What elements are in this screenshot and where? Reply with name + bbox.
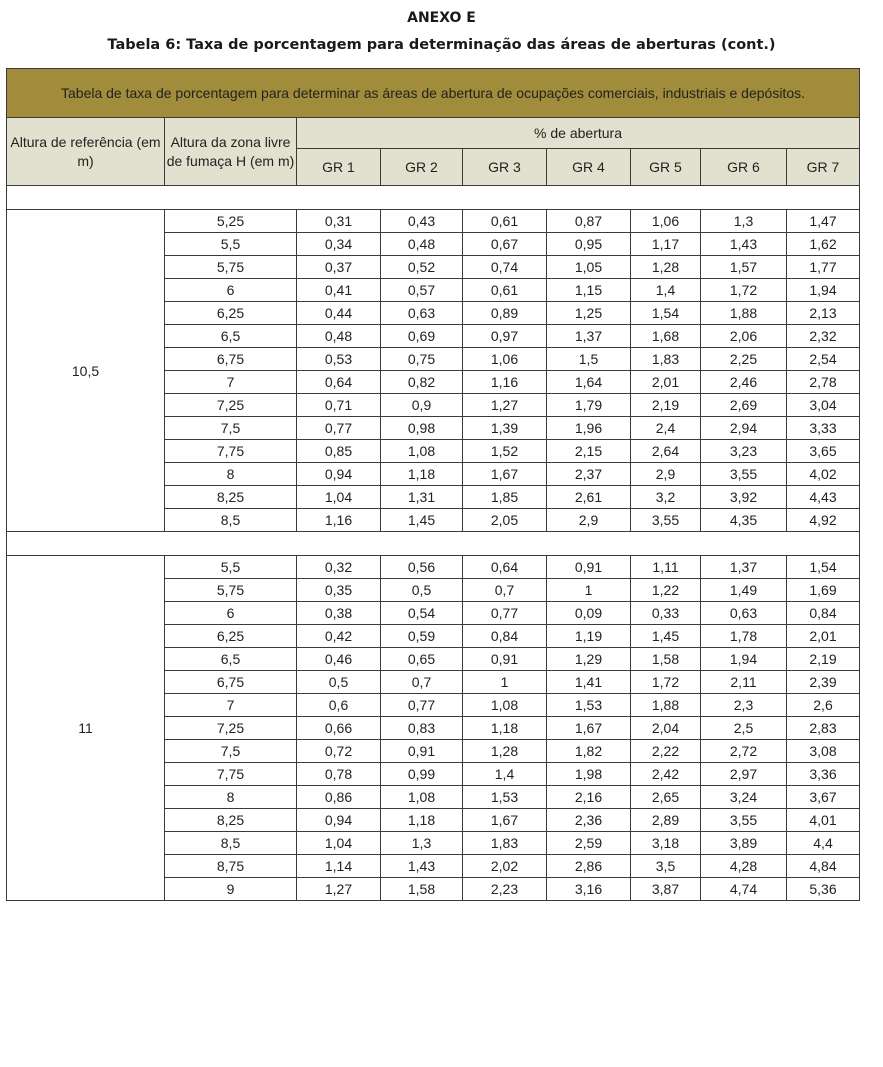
rate-cell-gr1: 0,6 [297,694,381,717]
rate-cell-gr4: 1,15 [547,279,631,302]
rate-cell-gr5: 2,22 [631,740,701,763]
rate-cell-gr2: 0,75 [381,348,463,371]
rate-cell-gr7: 4,84 [787,855,860,878]
rate-cell-gr2: 0,83 [381,717,463,740]
rate-cell-gr1: 0,37 [297,256,381,279]
zone-height-cell: 6,75 [165,348,297,371]
rate-cell-gr4: 1,53 [547,694,631,717]
rate-cell-gr4: 2,37 [547,463,631,486]
rate-cell-gr3: 1,4 [463,763,547,786]
rate-cell-gr1: 0,78 [297,763,381,786]
rate-cell-gr2: 0,43 [381,210,463,233]
rate-cell-gr5: 2,4 [631,417,701,440]
rate-cell-gr3: 2,05 [463,509,547,532]
rate-cell-gr3: 1,83 [463,832,547,855]
rate-cell-gr7: 1,54 [787,556,860,579]
rate-cell-gr1: 0,34 [297,233,381,256]
rate-cell-gr4: 1,25 [547,302,631,325]
rate-cell-gr1: 0,71 [297,394,381,417]
rate-cell-gr3: 1,06 [463,348,547,371]
rate-cell-gr7: 5,36 [787,878,860,901]
header-group-1: GR 1 [297,149,381,186]
rate-cell-gr6: 2,06 [701,325,787,348]
rate-cell-gr2: 0,9 [381,394,463,417]
rate-cell-gr1: 0,53 [297,348,381,371]
rate-cell-gr5: 1,88 [631,694,701,717]
header-group-5: GR 5 [631,149,701,186]
rate-cell-gr3: 2,23 [463,878,547,901]
rate-cell-gr2: 0,59 [381,625,463,648]
rate-cell-gr7: 2,01 [787,625,860,648]
rate-cell-gr6: 3,55 [701,809,787,832]
rate-cell-gr2: 0,48 [381,233,463,256]
zone-height-cell: 6 [165,602,297,625]
rate-cell-gr7: 2,83 [787,717,860,740]
rate-cell-gr5: 1,54 [631,302,701,325]
rate-cell-gr2: 1,18 [381,809,463,832]
rate-cell-gr1: 0,48 [297,325,381,348]
header-group-6: GR 6 [701,149,787,186]
rate-cell-gr2: 0,82 [381,371,463,394]
rate-cell-gr2: 1,43 [381,855,463,878]
rate-cell-gr5: 2,04 [631,717,701,740]
rate-cell-gr1: 0,41 [297,279,381,302]
header-group-4: GR 4 [547,149,631,186]
rate-cell-gr7: 1,47 [787,210,860,233]
header-group-3: GR 3 [463,149,547,186]
rate-cell-gr2: 0,54 [381,602,463,625]
zone-height-cell: 7 [165,694,297,717]
rate-cell-gr2: 0,56 [381,556,463,579]
rate-cell-gr7: 2,54 [787,348,860,371]
rate-cell-gr6: 2,11 [701,671,787,694]
rate-cell-gr7: 4,92 [787,509,860,532]
rate-cell-gr2: 1,18 [381,463,463,486]
rate-cell-gr6: 3,92 [701,486,787,509]
rate-cell-gr6: 2,97 [701,763,787,786]
zone-height-cell: 6,25 [165,302,297,325]
rate-cell-gr4: 2,9 [547,509,631,532]
rate-cell-gr7: 2,39 [787,671,860,694]
rate-cell-gr4: 2,16 [547,786,631,809]
rate-cell-gr7: 2,32 [787,325,860,348]
rate-cell-gr4: 1 [547,579,631,602]
rate-cell-gr3: 1,28 [463,740,547,763]
zone-height-cell: 7,5 [165,740,297,763]
rate-cell-gr2: 1,58 [381,878,463,901]
zone-height-cell: 7,75 [165,763,297,786]
rate-cell-gr4: 1,29 [547,648,631,671]
rate-cell-gr1: 0,35 [297,579,381,602]
rate-cell-gr6: 2,69 [701,394,787,417]
zone-height-cell: 8,75 [165,855,297,878]
zone-height-cell: 6,75 [165,671,297,694]
rate-cell-gr6: 1,72 [701,279,787,302]
table-caption: Tabela 6: Taxa de porcentagem para determinação das áreas de aberturas (cont.) [107,37,776,53]
rate-cell-gr5: 2,42 [631,763,701,786]
rate-cell-gr7: 2,78 [787,371,860,394]
rate-cell-gr3: 1,27 [463,394,547,417]
rate-cell-gr6: 1,37 [701,556,787,579]
rate-cell-gr3: 0,91 [463,648,547,671]
zone-height-cell: 8,25 [165,486,297,509]
rate-cell-gr5: 1,17 [631,233,701,256]
rate-cell-gr7: 3,04 [787,394,860,417]
rate-cell-gr6: 2,25 [701,348,787,371]
rate-cell-gr6: 1,78 [701,625,787,648]
zone-height-cell: 6,5 [165,325,297,348]
table-body [7,186,860,901]
rate-cell-gr1: 0,38 [297,602,381,625]
table-row [7,210,860,233]
rate-cell-gr6: 1,57 [701,256,787,279]
rate-cell-gr1: 1,16 [297,509,381,532]
rate-cell-gr4: 2,61 [547,486,631,509]
rate-cell-gr5: 1,83 [631,348,701,371]
zone-height-cell: 5,25 [165,210,297,233]
rate-cell-gr1: 1,04 [297,832,381,855]
rate-cell-gr3: 0,89 [463,302,547,325]
rate-cell-gr3: 0,61 [463,279,547,302]
rate-cell-gr6: 4,35 [701,509,787,532]
zone-height-cell: 5,5 [165,233,297,256]
rate-cell-gr1: 0,86 [297,786,381,809]
rate-cell-gr7: 1,62 [787,233,860,256]
rate-cell-gr6: 2,72 [701,740,787,763]
rate-cell-gr3: 0,64 [463,556,547,579]
rate-cell-gr2: 0,52 [381,256,463,279]
opening-rate-table [6,68,860,901]
header-group-2: GR 2 [381,149,463,186]
rate-cell-gr6: 3,89 [701,832,787,855]
rate-cell-gr1: 0,31 [297,210,381,233]
rate-cell-gr4: 1,64 [547,371,631,394]
rate-cell-gr2: 1,45 [381,509,463,532]
rate-cell-gr3: 1,39 [463,417,547,440]
rate-cell-gr7: 4,02 [787,463,860,486]
rate-cell-gr6: 1,49 [701,579,787,602]
table-title: Tabela de taxa de porcentagem para determinar as áreas de abertura de ocupações comerciais, industriais e depósitos. [7,69,860,118]
rate-cell-gr6: 3,23 [701,440,787,463]
rate-cell-gr7: 2,19 [787,648,860,671]
rate-cell-gr6: 3,55 [701,463,787,486]
rate-cell-gr4: 0,87 [547,210,631,233]
rate-cell-gr5: 3,87 [631,878,701,901]
zone-height-cell: 7,25 [165,717,297,740]
rate-cell-gr7: 4,01 [787,809,860,832]
rate-cell-gr2: 0,98 [381,417,463,440]
rate-cell-gr3: 0,67 [463,233,547,256]
rate-cell-gr6: 3,24 [701,786,787,809]
rate-cell-gr7: 2,6 [787,694,860,717]
rate-cell-gr4: 1,05 [547,256,631,279]
rate-cell-gr5: 1,28 [631,256,701,279]
rate-cell-gr2: 0,65 [381,648,463,671]
header-reference-height: Altura de referência (em m) [7,118,165,186]
rate-cell-gr4: 1,37 [547,325,631,348]
separator-cell [7,186,860,210]
rate-cell-gr5: 2,65 [631,786,701,809]
rate-cell-gr6: 2,3 [701,694,787,717]
rate-cell-gr3: 0,84 [463,625,547,648]
rate-cell-gr3: 0,74 [463,256,547,279]
rate-cell-gr1: 1,14 [297,855,381,878]
rate-cell-gr5: 1,68 [631,325,701,348]
rate-cell-gr4: 2,15 [547,440,631,463]
rate-cell-gr5: 2,64 [631,440,701,463]
rate-cell-gr3: 0,7 [463,579,547,602]
header-group-7: GR 7 [787,149,860,186]
zone-height-cell: 6,5 [165,648,297,671]
header-opening-percent: % de abertura [297,118,860,149]
zone-height-cell: 8 [165,786,297,809]
rate-cell-gr3: 0,97 [463,325,547,348]
rate-cell-gr3: 1 [463,671,547,694]
rate-cell-gr7: 3,36 [787,763,860,786]
rate-cell-gr1: 0,32 [297,556,381,579]
rate-cell-gr4: 2,59 [547,832,631,855]
rate-cell-gr4: 3,16 [547,878,631,901]
rate-cell-gr2: 0,91 [381,740,463,763]
zone-height-cell: 7 [165,371,297,394]
zone-height-cell: 5,75 [165,256,297,279]
rate-cell-gr5: 3,18 [631,832,701,855]
rate-cell-gr4: 0,91 [547,556,631,579]
rate-cell-gr1: 0,94 [297,463,381,486]
separator-cell [7,532,860,556]
rate-cell-gr5: 2,01 [631,371,701,394]
rate-cell-gr2: 0,5 [381,579,463,602]
rate-cell-gr5: 3,5 [631,855,701,878]
rate-cell-gr3: 1,08 [463,694,547,717]
rate-cell-gr6: 1,3 [701,210,787,233]
rate-cell-gr7: 4,43 [787,486,860,509]
rate-cell-gr7: 3,08 [787,740,860,763]
block-separator [7,186,860,210]
zone-height-cell: 5,5 [165,556,297,579]
header-smoke-free-zone: Altura da zona livre de fumaça H (em m) [165,118,297,186]
zone-height-cell: 9 [165,878,297,901]
rate-cell-gr1: 0,94 [297,809,381,832]
rate-cell-gr3: 1,53 [463,786,547,809]
rate-cell-gr4: 0,95 [547,233,631,256]
rate-cell-gr2: 0,99 [381,763,463,786]
rate-cell-gr2: 0,69 [381,325,463,348]
zone-height-cell: 5,75 [165,579,297,602]
rate-cell-gr2: 0,63 [381,302,463,325]
rate-cell-gr5: 1,06 [631,210,701,233]
rate-cell-gr5: 1,72 [631,671,701,694]
rate-cell-gr2: 0,7 [381,671,463,694]
rate-cell-gr7: 2,13 [787,302,860,325]
reference-height-cell: 11 [7,556,165,901]
reference-height-cell: 10,5 [7,210,165,532]
rate-cell-gr2: 1,3 [381,832,463,855]
annex-label: ANEXO E [407,10,476,26]
rate-cell-gr1: 0,77 [297,417,381,440]
rate-cell-gr7: 4,4 [787,832,860,855]
zone-height-cell: 7,5 [165,417,297,440]
rate-cell-gr6: 1,43 [701,233,787,256]
rate-cell-gr3: 1,85 [463,486,547,509]
rate-cell-gr1: 1,27 [297,878,381,901]
zone-height-cell: 6 [165,279,297,302]
rate-cell-gr6: 4,28 [701,855,787,878]
rate-cell-gr1: 0,46 [297,648,381,671]
rate-cell-gr6: 4,74 [701,878,787,901]
rate-cell-gr5: 1,58 [631,648,701,671]
rate-cell-gr5: 3,2 [631,486,701,509]
rate-cell-gr6: 1,88 [701,302,787,325]
rate-cell-gr2: 1,08 [381,440,463,463]
rate-cell-gr3: 0,77 [463,602,547,625]
rate-cell-gr4: 1,96 [547,417,631,440]
rate-cell-gr1: 0,5 [297,671,381,694]
rate-cell-gr4: 1,79 [547,394,631,417]
rate-cell-gr4: 2,36 [547,809,631,832]
rate-cell-gr1: 0,42 [297,625,381,648]
rate-cell-gr4: 1,19 [547,625,631,648]
zone-height-cell: 7,25 [165,394,297,417]
rate-cell-gr3: 1,52 [463,440,547,463]
rate-cell-gr7: 1,77 [787,256,860,279]
table-row [7,556,860,579]
rate-cell-gr3: 0,61 [463,210,547,233]
rate-cell-gr4: 1,41 [547,671,631,694]
rate-cell-gr5: 2,9 [631,463,701,486]
rate-cell-gr1: 1,04 [297,486,381,509]
block-separator [7,532,860,556]
rate-cell-gr1: 0,64 [297,371,381,394]
rate-cell-gr6: 1,94 [701,648,787,671]
rate-cell-gr1: 0,72 [297,740,381,763]
rate-cell-gr7: 3,33 [787,417,860,440]
rate-cell-gr7: 3,67 [787,786,860,809]
rate-cell-gr3: 1,18 [463,717,547,740]
zone-height-cell: 8 [165,463,297,486]
rate-cell-gr2: 1,31 [381,486,463,509]
zone-height-cell: 8,25 [165,809,297,832]
rate-cell-gr5: 2,19 [631,394,701,417]
rate-cell-gr5: 1,4 [631,279,701,302]
rate-cell-gr7: 1,94 [787,279,860,302]
rate-cell-gr1: 0,66 [297,717,381,740]
rate-cell-gr2: 0,77 [381,694,463,717]
rate-cell-gr5: 2,89 [631,809,701,832]
rate-cell-gr4: 1,5 [547,348,631,371]
rate-cell-gr7: 1,69 [787,579,860,602]
zone-height-cell: 8,5 [165,832,297,855]
rate-cell-gr6: 2,94 [701,417,787,440]
zone-height-cell: 6,25 [165,625,297,648]
rate-cell-gr5: 1,45 [631,625,701,648]
rate-cell-gr2: 1,08 [381,786,463,809]
rate-cell-gr7: 0,84 [787,602,860,625]
rate-cell-gr3: 2,02 [463,855,547,878]
rate-cell-gr5: 0,33 [631,602,701,625]
rate-cell-gr7: 3,65 [787,440,860,463]
rate-cell-gr3: 1,67 [463,809,547,832]
rate-cell-gr6: 0,63 [701,602,787,625]
rate-cell-gr6: 2,46 [701,371,787,394]
rate-cell-gr4: 2,86 [547,855,631,878]
rate-cell-gr1: 0,44 [297,302,381,325]
rate-cell-gr4: 1,82 [547,740,631,763]
rate-cell-gr5: 1,11 [631,556,701,579]
rate-cell-gr5: 1,22 [631,579,701,602]
zone-height-cell: 8,5 [165,509,297,532]
rate-cell-gr5: 3,55 [631,509,701,532]
rate-cell-gr4: 0,09 [547,602,631,625]
rate-cell-gr6: 2,5 [701,717,787,740]
rate-cell-gr1: 0,85 [297,440,381,463]
zone-height-cell: 7,75 [165,440,297,463]
rate-cell-gr3: 1,67 [463,463,547,486]
rate-cell-gr3: 1,16 [463,371,547,394]
rate-cell-gr2: 0,57 [381,279,463,302]
rate-cell-gr4: 1,98 [547,763,631,786]
rate-cell-gr4: 1,67 [547,717,631,740]
